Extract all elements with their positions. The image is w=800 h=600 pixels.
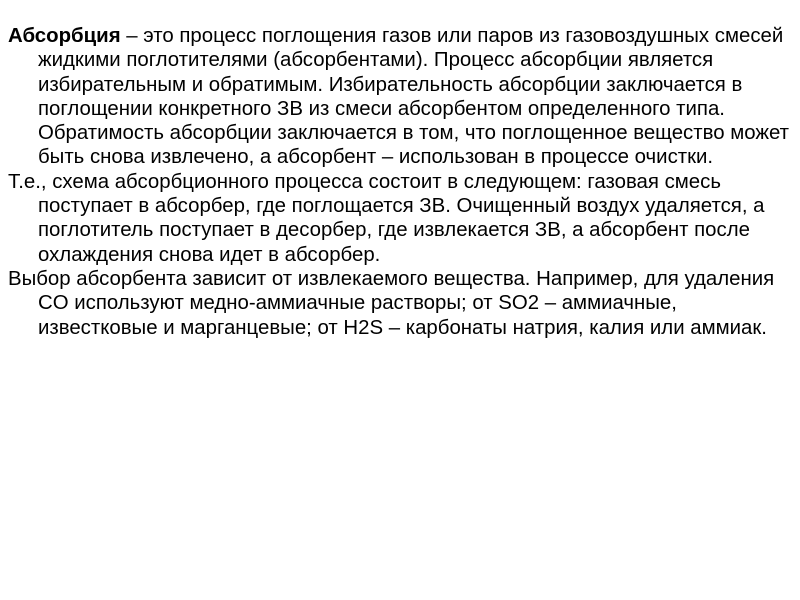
paragraph-text: Т.е., схема абсорбционного процесса состоит в следующем: газовая смесь поступает в абсорбер, где поглощается ЗВ. Очищенный воздух удаляется, а поглотитель поступает в десорбер, где извлекается ЗВ, а абсорбент после охлаждения снова идет в абсорбер. xyxy=(8,170,765,266)
paragraph-absorbent-choice xyxy=(8,267,792,340)
term-absorption: Абсорбция xyxy=(8,25,121,47)
paragraph-text: – это процесс поглощения газов или паров из газовоздушных смесей жидкими поглотителями (абсорбентами). Процесс абсорбции является избирательным и обратимым. Избирательность абсорбции заключается в поглощении конкретного ЗВ из смеси абсорбентом определенного типа. Обратимость абсорбции заключается в том, что поглощенное вещество может быть снова извлечено, а абсорбент – использован в процессе очистки. xyxy=(38,25,789,169)
paragraph-absorption-definition xyxy=(8,24,792,170)
slide-body xyxy=(8,24,792,340)
paragraph-text: Выбор абсорбента зависит от извлекаемого вещества. Например, для удаления CO используют медно-аммиачные растворы; от SO2 – аммиачные, известковые и марганцевые; от H2S – карбонаты натрия, калия или аммиак. xyxy=(8,267,775,339)
paragraph-process-scheme xyxy=(8,170,792,267)
